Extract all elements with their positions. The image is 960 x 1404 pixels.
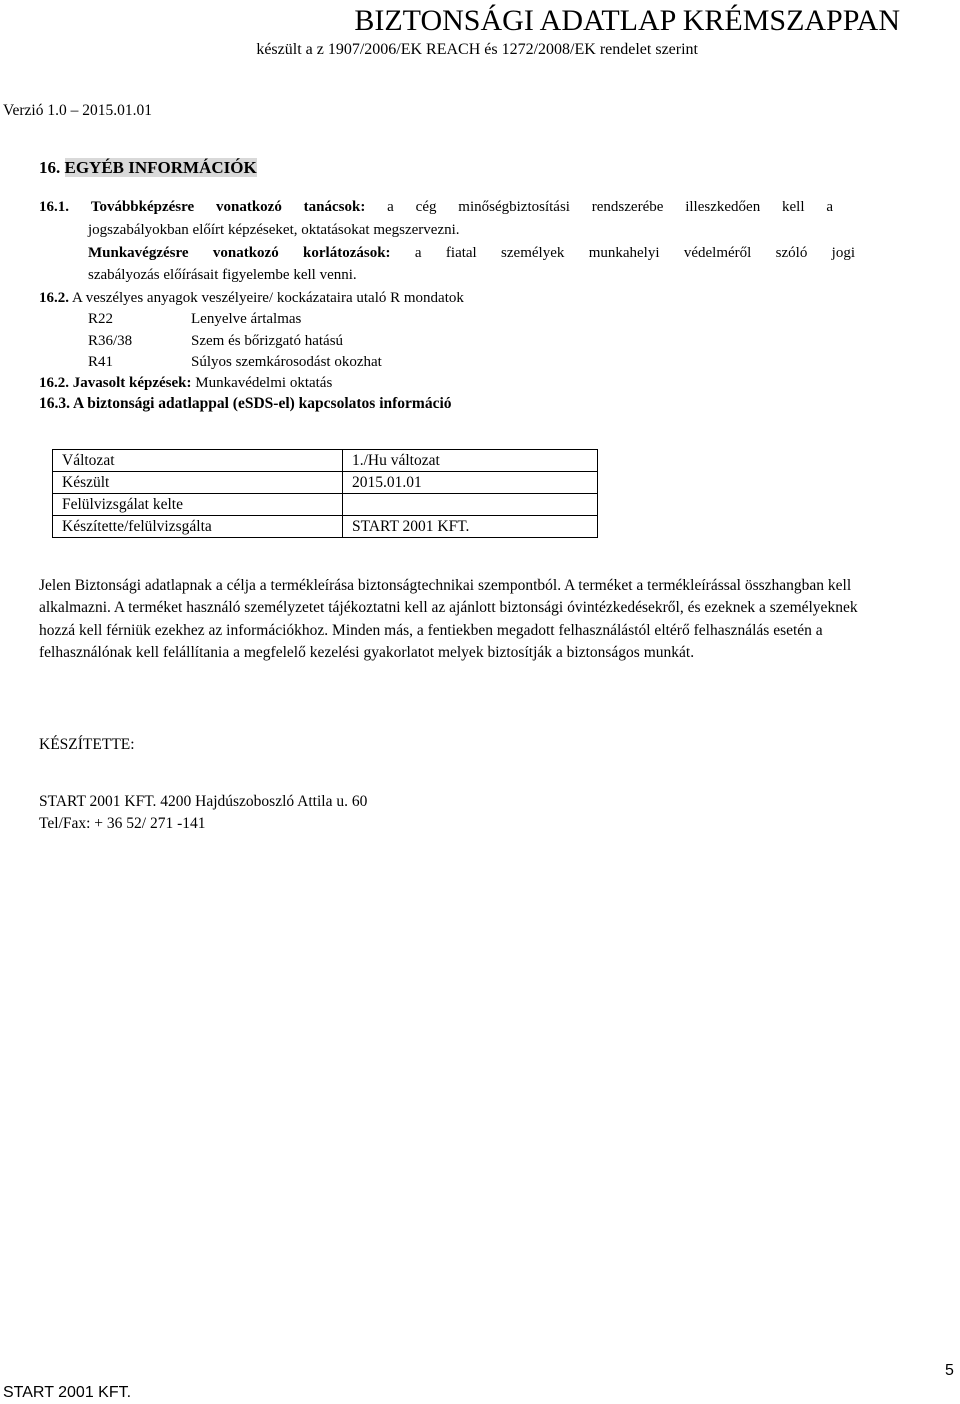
r-phrase-code: R36/38 [88,333,133,349]
section-16-1-number: 16.1. [39,199,69,215]
section-16-1-text: a cég minőségbiztosítási rendszerébe illeszkedően kell a [387,199,833,215]
sds-info-table [52,449,598,538]
page-number: 5 [945,1362,954,1379]
author-address: START 2001 KFT. 4200 Hajdúszoboszló Attila u. 60 [39,793,368,810]
training-value: Munkavédelmi oktatás [195,375,333,391]
disclaimer-paragraph: Jelen Biztonsági adatlapnak a célja a termékleírása biztonságtechnikai szempontból. A terméket a termékleírással összhangban kell alkalmazni. A terméket használó személyzetet tájékoztatni kell az ajánlott biztonsági óvintézkedésekről, és ezeknek a személyeknek hozzá kell férniük ezekhez az információkhoz. Minden más, a fentiekben megadott felhasználástól eltérő felhasználás esetén a felhasználónak kell felállítania a megfelelő kezelési gyakorlatot melyek biztosítják a biztonságos munkát. [39,577,858,661]
author-phone: Tel/Fax: + 36 52/ 271 -141 [39,815,206,832]
section-16-2b-number: 16.2. [39,375,69,391]
section-16-3-label: A biztonsági adatlappal (eSDS-el) kapcsolatos információ [73,395,452,412]
r-phrase-text: Lenyelve ártalmas [191,311,302,327]
table-cell-label: Készítette/felülvizsgálta [53,516,343,538]
author-heading: KÉSZÍTETTE: [39,736,135,753]
work-restrictions-label: Munkavégzésre vonatkozó korlátozások: [88,245,391,261]
section-16-1-line2: jogszabályokban előírt képzéseket, oktatásokat megszervezni. [88,222,460,238]
table-cell-value: 1./Hu változat [343,450,598,472]
section-16-2-line [39,289,464,307]
work-restrictions-line1 [88,244,855,262]
document-subtitle: készült a z 1907/2006/EK REACH és 1272/2008/EK rendelet szerint [256,41,698,58]
table-row [53,472,598,494]
table-cell-value: START 2001 KFT. [343,516,598,538]
table-cell-label: Készült [53,472,343,494]
training-label: Javasolt képzések: [72,375,192,391]
section-16-title: EGYÉB INFORMÁCIÓK [64,158,257,177]
r-phrase-text: Szem és bőrizgató hatású [191,333,344,349]
r-phrase-text: Súlyos szemkárosodást okozhat [191,354,382,370]
section-16-2-training-line [39,374,332,392]
section-16-3-number: 16.3. [39,395,70,412]
table-cell-value: 2015.01.01 [343,472,598,494]
document-title: BIZTONSÁGI ADATLAP KRÉMSZAPPAN [354,4,900,37]
table-cell-label: Felülvizsgálat kelte [53,494,343,516]
table-row [53,494,598,516]
section-16-2-number: 16.2. [39,290,69,306]
table-cell-value [343,494,598,516]
section-16-1-line1 [39,198,833,216]
footer-company: START 2001 KFT. [3,1384,132,1401]
section-16-number: 16. [39,158,61,177]
section-16-2-text: A veszélyes anyagok veszélyeire/ kockázataira utaló R mondatok [71,290,464,306]
section-16-heading [39,158,257,178]
r-phrase-code: R22 [88,311,114,327]
version-line: Verzió 1.0 – 2015.01.01 [3,102,152,119]
r-phrase-code: R41 [88,354,114,370]
work-restrictions-text: a fiatal személyek munkahelyi védelméről szóló jogi [414,245,856,261]
section-16-1-label: Továbbképzésre vonatkozó tanácsok: [90,199,366,215]
table-row [53,450,598,472]
table-cell-label: Változat [53,450,343,472]
section-16-3-line [39,395,452,413]
table-row [53,516,598,538]
work-restrictions-line2: szabályozás előírásait figyelembe kell venni. [88,267,357,283]
